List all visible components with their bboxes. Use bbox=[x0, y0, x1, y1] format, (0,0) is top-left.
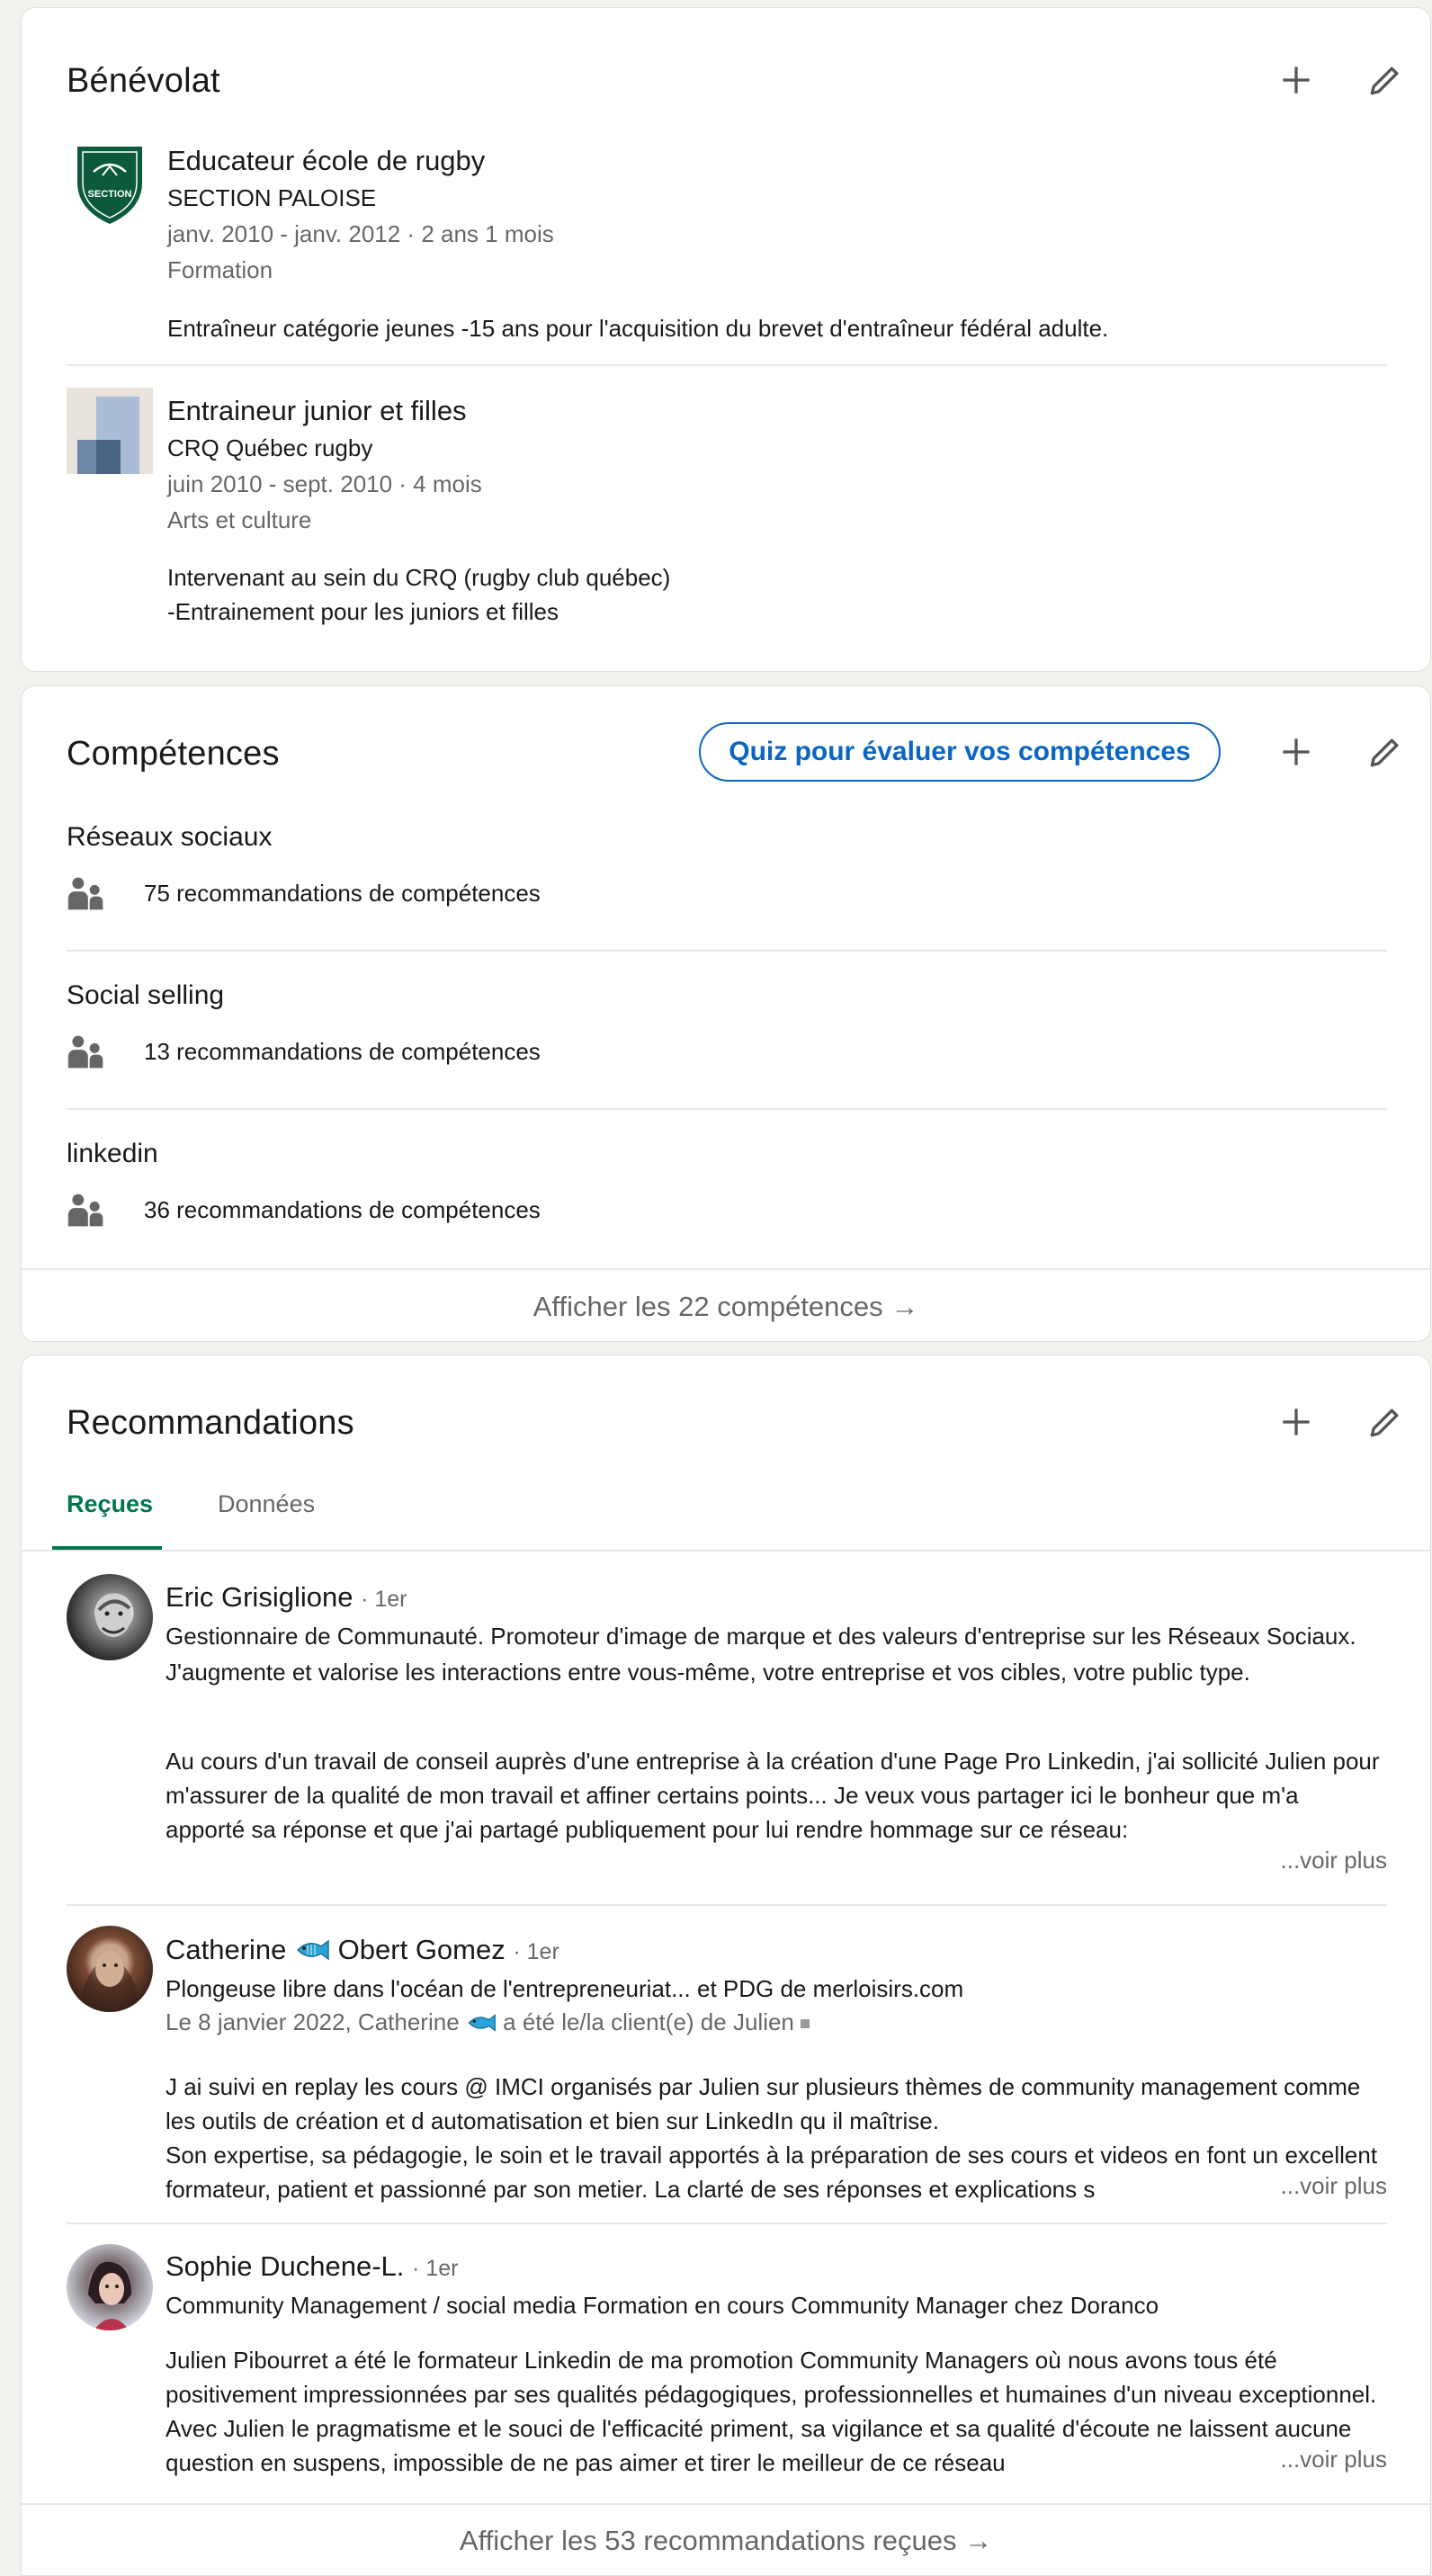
pencil-icon bbox=[1365, 60, 1405, 100]
show-all-recommendations-link[interactable]: Afficher les 53 recommandations reçues → bbox=[459, 2525, 993, 2556]
recommender-name[interactable] bbox=[166, 1934, 559, 1966]
skill-name[interactable]: linkedin bbox=[67, 1139, 158, 1168]
tab-given[interactable]: Données bbox=[218, 1490, 316, 1517]
volunteer-org: CRQ Québec rugby bbox=[167, 434, 373, 461]
flag-icon bbox=[801, 2019, 810, 2028]
connection-degree: · 1er bbox=[513, 1939, 559, 1964]
divider bbox=[22, 2503, 1430, 2505]
people-icon bbox=[67, 873, 106, 913]
fish-emoji-icon bbox=[466, 2012, 497, 2034]
recommender-headline: Gestionnaire de Communauté. Promoteur d'image de marque et des valeurs d'entreprise sur les Réseaux Sociaux. J'augmente et valorise les interactions entre vous-même, votre entreprise et vos cibles, votre public type. bbox=[166, 1623, 1356, 1686]
section-paloise-logo bbox=[67, 141, 153, 228]
volunteer-description-line: Intervenant au sein du CRQ (rugby club québec) bbox=[167, 564, 671, 591]
volunteer-dates: juin 2010 - sept. 2010 · 4 mois bbox=[167, 470, 482, 497]
see-more-link[interactable]: ...voir plus bbox=[1266, 2446, 1388, 2473]
people-icon bbox=[67, 1190, 106, 1230]
skills-quiz-button[interactable]: Quiz pour évaluer vos compétences bbox=[699, 722, 1221, 782]
skill-endorsements[interactable]: 36 recommandations de compétences bbox=[144, 1196, 541, 1223]
relation-text: a été le/la client(e) de Julien bbox=[503, 2008, 794, 2035]
avatar[interactable] bbox=[67, 1926, 153, 2012]
edit-skills-button[interactable] bbox=[1358, 725, 1412, 779]
recommendation-text: J ai suivi en replay les cours @ IMCI organisés par Julien sur plusieurs thèmes de community management comme les outils de création et d automatisation et bien sur LinkedIn qu il maîtrise. Son expertise, sa pédagogie, le soin et le travail apportés à la préparation de ses cours et videos en font un excellent formateur, patient et passionné par son metier. La clarté de ses réponses et explications s bbox=[166, 2073, 1378, 2203]
plus-icon bbox=[1276, 1402, 1316, 1442]
pencil-icon bbox=[1365, 732, 1405, 772]
tab-received[interactable]: Reçues bbox=[67, 1490, 154, 1517]
recommender-headline: Community Management / social media Formation en cours Community Manager chez Doranco bbox=[166, 2292, 1159, 2319]
divider bbox=[22, 1268, 1430, 1270]
avatar[interactable] bbox=[67, 2244, 153, 2330]
see-more-link[interactable]: ...voir plus bbox=[1266, 2172, 1388, 2200]
plus-icon bbox=[1276, 60, 1316, 100]
volunteer-description: Entraîneur catégorie jeunes -15 ans pour l'acquisition du brevet d'entraîneur fédéral adulte. bbox=[167, 315, 1109, 342]
edit-volunteer-button[interactable] bbox=[1358, 53, 1412, 107]
svg-text:SECTION: SECTION bbox=[87, 189, 132, 200]
pencil-icon bbox=[1365, 1402, 1405, 1442]
skill-endorsements[interactable]: 75 recommandations de compétences bbox=[144, 880, 541, 907]
recommender-last-name[interactable]: Obert Gomez bbox=[337, 1934, 506, 1965]
volunteer-description-line: -Entrainement pour les juniors et filles bbox=[167, 598, 559, 625]
recommendations-title: Recommandations bbox=[67, 1404, 354, 1442]
recommender-name-text[interactable]: Sophie Duchene-L. bbox=[166, 2250, 405, 2282]
volunteer-cause: Arts et culture bbox=[167, 506, 312, 533]
volunteer-section bbox=[21, 7, 1431, 672]
recommender-name-text[interactable]: Eric Grisiglione bbox=[166, 1581, 354, 1613]
tabs-divider bbox=[22, 1550, 1430, 1552]
volunteer-title: Bénévolat bbox=[67, 62, 220, 100]
recommendation-relation bbox=[166, 2008, 810, 2036]
recommendations-section bbox=[21, 1355, 1431, 2576]
people-icon bbox=[67, 1032, 106, 1071]
volunteer-role: Entraineur junior et filles bbox=[167, 395, 467, 426]
relation-date: Le 8 janvier 2022, Catherine bbox=[166, 2008, 460, 2035]
edit-recommendations-button[interactable] bbox=[1358, 1395, 1412, 1449]
skills-title: Compétences bbox=[67, 735, 280, 773]
skill-name[interactable]: Social selling bbox=[67, 980, 225, 1010]
fish-emoji-icon bbox=[294, 1937, 330, 1963]
plus-icon bbox=[1276, 732, 1316, 772]
see-more-link[interactable]: ...voir plus bbox=[1274, 1847, 1388, 1874]
crq-logo bbox=[67, 388, 153, 474]
skill-endorsements[interactable]: 13 recommandations de compétences bbox=[144, 1038, 541, 1065]
divider bbox=[67, 1904, 1387, 1906]
recommendation-text: Julien Pibourret a été le formateur Linkedin de ma promotion Community Managers où nous avons tous été positivement impressionnées par ses qualités pédagogiques, professionnelles et humaines d'un niveau exceptionnel. Avec Julien le pragmatisme et le souci de l'efficacité priment, sa vigilance et sa qualité d'écoute ne laissent aucune question en suspens, impossible de ne pas aimer et tirer le meilleur de ce réseau bbox=[166, 2347, 1377, 2476]
show-all-skills-link[interactable]: Afficher les 22 compétences → bbox=[533, 1291, 919, 1322]
recommender-headline: Plongeuse libre dans l'océan de l'entrepreneuriat... et PDG de merloisirs.com bbox=[166, 1975, 964, 2002]
divider bbox=[67, 364, 1387, 366]
add-skill-button[interactable] bbox=[1269, 725, 1323, 779]
divider bbox=[67, 1108, 1387, 1110]
skills-section bbox=[21, 685, 1431, 1342]
recommender-name[interactable] bbox=[166, 1581, 407, 1614]
skill-name[interactable]: Réseaux sociaux bbox=[67, 822, 273, 852]
add-volunteer-button[interactable] bbox=[1269, 53, 1323, 107]
volunteer-cause: Formation bbox=[167, 256, 273, 283]
recommendation-text: Au cours d'un travail de conseil auprès d'une entreprise à la création d'une Page Pro Linkedin, j'ai sollicité Julien pour m'assurer de la qualité de mon travail et affiner certains points... Je veux vous partager ici le bonheur que m'a apporté sa réponse et que j'ai partagé publiquement pour lui rendre hommage sur ce réseau: bbox=[166, 1748, 1380, 1843]
volunteer-role: Educateur école de rugby bbox=[167, 145, 486, 176]
avatar[interactable] bbox=[67, 1574, 153, 1660]
connection-degree: · 1er bbox=[361, 1587, 407, 1612]
volunteer-dates: janv. 2010 - janv. 2012 · 2 ans 1 mois bbox=[167, 220, 554, 247]
connection-degree: · 1er bbox=[412, 2256, 459, 2281]
recommender-first-name[interactable]: Catherine bbox=[166, 1934, 287, 1965]
volunteer-org: SECTION PALOISE bbox=[167, 184, 377, 211]
divider bbox=[67, 950, 1387, 952]
recommender-name[interactable] bbox=[166, 2250, 458, 2283]
divider bbox=[67, 2223, 1387, 2224]
add-recommendation-button[interactable] bbox=[1269, 1395, 1323, 1449]
